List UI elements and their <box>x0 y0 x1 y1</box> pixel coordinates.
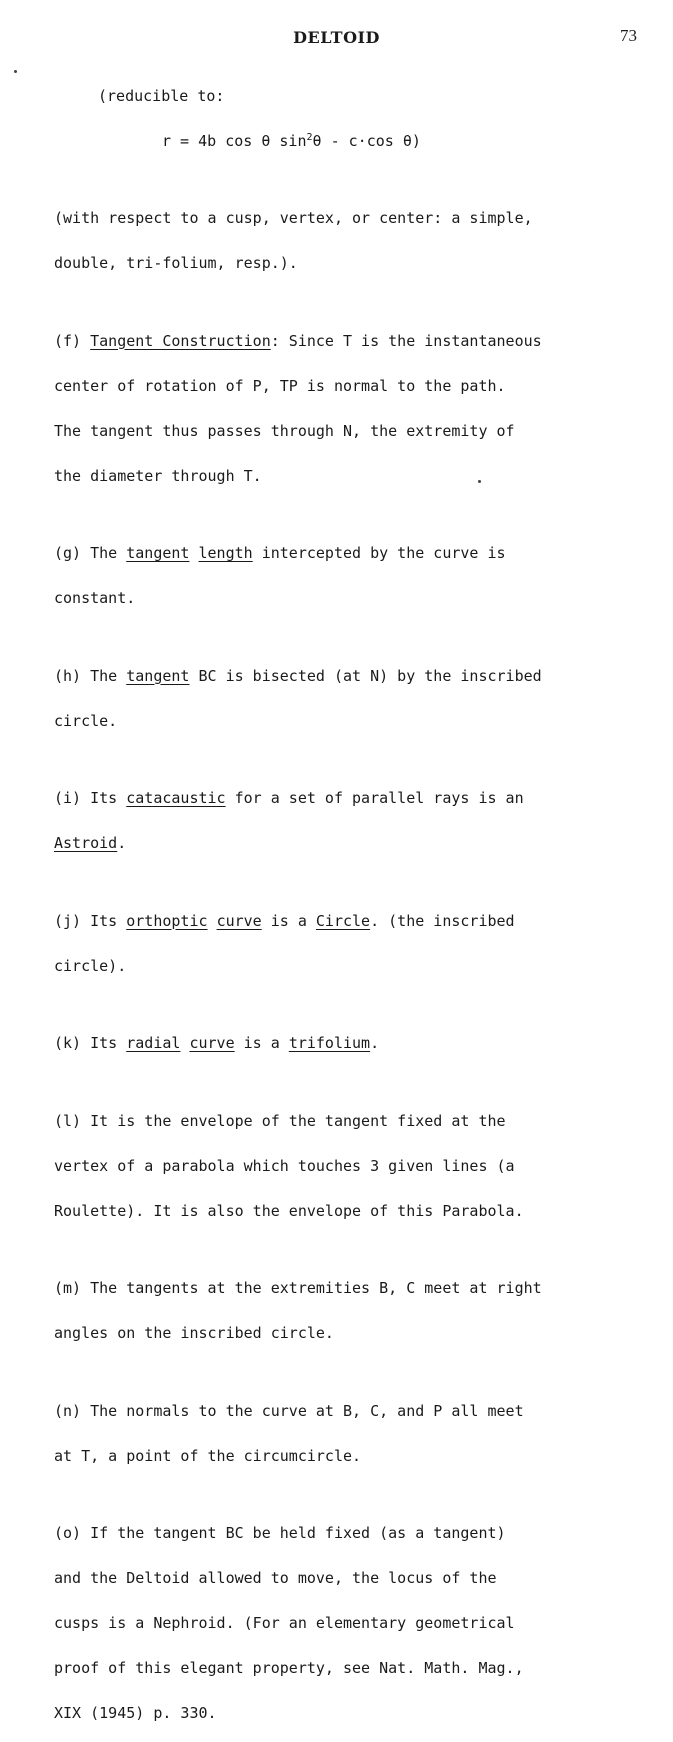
item-j-term-3: Circle <box>315 911 371 930</box>
item-k-term-2: curve <box>189 1034 235 1052</box>
item-o-line-3: cusps is a Nephroid. (For an elementary geometrical <box>54 1614 515 1632</box>
item-i-period: . <box>117 834 127 852</box>
item-j-term-2: curve <box>216 911 262 930</box>
item-k-term-3: trifolium <box>288 1034 371 1052</box>
equation-exponent: 2 <box>306 131 313 143</box>
item-g-text: intercepted by the curve is <box>252 544 506 562</box>
item-n-line-1: (n) The normals to the curve at B, C, and P all meet <box>54 1401 524 1420</box>
item-h-term: tangent <box>126 666 190 685</box>
item-o-line-2: and the Deltoid allowed to move, the locus of the <box>54 1569 497 1587</box>
item-i-line-1 <box>54 787 654 810</box>
item-k-term-1: radial <box>126 1034 181 1052</box>
item-h-label: (h) The <box>54 666 127 685</box>
item-i-text: for a set of parallel rays is an <box>225 789 524 807</box>
item-k-space <box>180 1034 189 1052</box>
stray-mark <box>14 70 17 73</box>
item-j-space <box>208 912 217 930</box>
equation-part-b: θ - c·cos θ) <box>312 131 421 150</box>
item-m-line-2: angles on the inscribed circle. <box>54 1324 334 1342</box>
item-o-line-4: proof of this elegant property, see Nat. Math. Mag., <box>54 1659 524 1677</box>
item-j-text: . (the inscribed <box>370 911 515 930</box>
with-respect-line-1: (with respect to a cusp, vertex, or center: a simple, <box>54 209 533 227</box>
item-i-label: (i) Its <box>54 789 127 807</box>
item-k-period: . <box>370 1034 380 1052</box>
item-o-line-5: XIX (1945) p. 330. <box>54 1704 217 1722</box>
item-g-space <box>189 544 198 562</box>
item-f-label: (f) <box>54 331 91 350</box>
item-i-term: catacaustic <box>126 789 226 807</box>
item-j-term-1: orthoptic <box>126 911 208 930</box>
item-g-term-1: tangent <box>126 544 190 562</box>
item-f-line-2: center of rotation of P, TP is normal to the path. <box>54 376 506 395</box>
item-i-line-2 <box>54 832 654 855</box>
equation-part-a: r = 4b cos θ sin <box>162 131 307 150</box>
item-g-line-2: constant. <box>54 589 136 607</box>
item-j-line-2: circle). <box>54 956 127 975</box>
item-f-title: Tangent Construction <box>90 331 271 350</box>
item-o-line-1: (o) If the tangent BC be held fixed (as a tangent) <box>54 1524 506 1542</box>
item-n-line-2: at T, a point of the circumcircle. <box>54 1446 362 1465</box>
item-g-term-2: length <box>198 544 253 562</box>
item-h-text: BC is bisected (at N) by the inscribed <box>189 666 542 685</box>
page-title: DELTOID <box>293 28 380 47</box>
item-f-line-4: the diameter through T. <box>54 466 262 485</box>
item-g-line-1 <box>54 542 654 565</box>
body-text <box>54 62 654 1742</box>
item-f-line-3: The tangent thus passes through N, the extremity of <box>54 421 515 440</box>
item-l-line-2: vertex of a parabola which touches 3 given lines (a <box>54 1156 515 1175</box>
item-j-line-1 <box>54 910 654 933</box>
reducible-intro: (reducible to: <box>98 86 225 105</box>
item-h-line-1 <box>54 665 654 688</box>
item-f-line-1 <box>54 330 654 353</box>
with-respect-line-2: double, tri-folium, resp.). <box>54 254 298 272</box>
item-k-label: (k) Its <box>54 1034 127 1052</box>
item-f-text: : Since T is the instantaneous <box>270 331 542 350</box>
item-l-line-1: (l) It is the envelope of the tangent fixed at the <box>54 1111 506 1130</box>
item-j-label: (j) Its <box>54 911 127 930</box>
equation-line <box>54 130 654 153</box>
item-i-term-2: Astroid <box>54 834 118 852</box>
item-g-label: (g) The <box>54 544 127 562</box>
item-k-mid: is a <box>234 1034 289 1052</box>
item-l-line-3: Roulette). It is also the envelope of this Parabola. <box>54 1201 524 1220</box>
item-j-mid: is a <box>261 911 316 930</box>
item-k-line-1 <box>54 1032 654 1055</box>
page-number: 73 <box>620 26 637 45</box>
item-m-line-1: (m) The tangents at the extremities B, C meet at right <box>54 1279 542 1297</box>
item-h-line-2: circle. <box>54 711 118 730</box>
